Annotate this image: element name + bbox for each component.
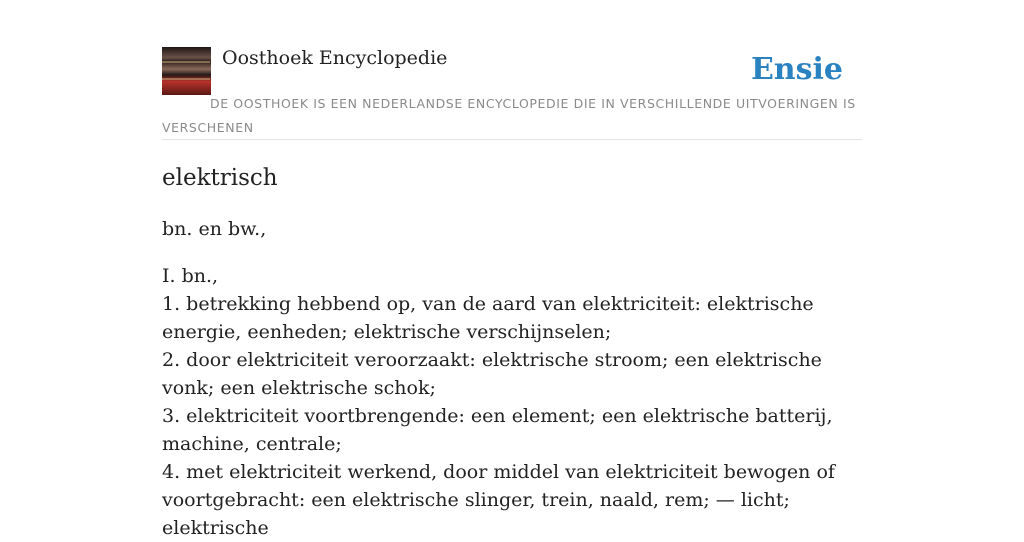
definition-line: 4. met elektriciteit werkend, door middel van elektriciteit bewogen of voortgebracht: een elektrische slinger, trein, naald, rem; — licht; elektrische (162, 461, 835, 539)
definition-line: I. bn., (162, 265, 219, 287)
site-title-link[interactable]: Oosthoek Encyclopedie (222, 47, 448, 69)
brand-logo-link[interactable]: Ensie (750, 52, 843, 87)
definition-line: 3. elektriciteit voortbrengende: een element; een elektrische batterij, machine, centrale; (162, 405, 833, 455)
word-class: bn. en bw., (162, 218, 267, 240)
definition-line: 1. betrekking hebbend op, van de aard van elektriciteit: elektrische energie, eenheden; elektrische verschijnselen; (162, 293, 814, 343)
entry-title: elektrisch (162, 165, 278, 191)
encyclopedia-books-icon[interactable] (162, 47, 210, 95)
definition-line: 2. door elektriciteit veroorzaakt: elektrische stroom; een elektrische vonk; een elektrische schok; (162, 349, 822, 399)
site-header (162, 46, 862, 140)
definition-list (162, 262, 862, 542)
entry-content (162, 162, 862, 542)
site-tagline: DE OOSTHOEK IS EEN NEDERLANDSE ENCYCLOPEDIE DIE IN VERSCHILLENDE UITVOERINGEN IS VERSCHENEN (162, 96, 856, 135)
